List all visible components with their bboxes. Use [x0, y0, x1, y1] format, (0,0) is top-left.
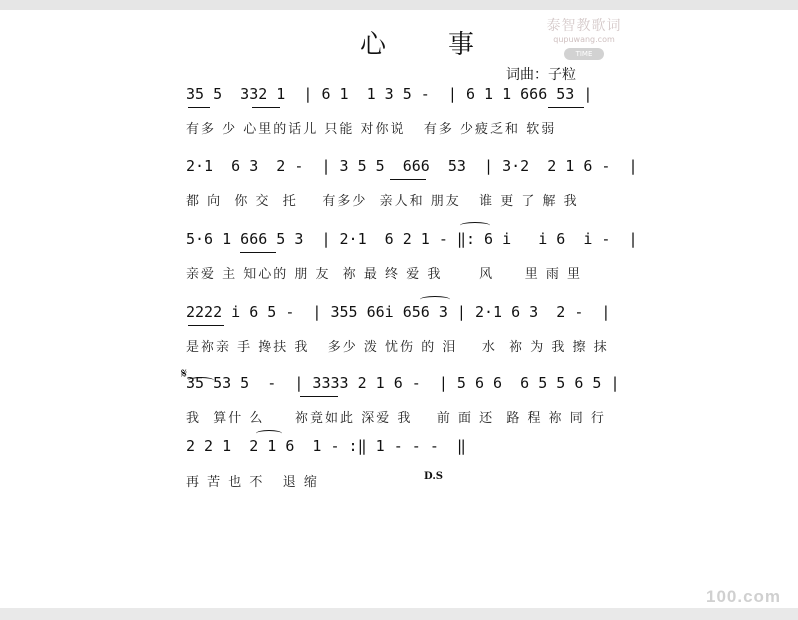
lyrics-line-1: 有多 少 心里的话儿 只能 对你说 有多 少疲乏和 软弱 — [186, 122, 557, 137]
composer-credit: 词曲：子粒 — [506, 67, 576, 83]
lyrics-line-4: 是祢亲 手 搀扶 我 多少 泼 忧伤 的 泪 水 祢 为 我 擦 抹 — [186, 340, 609, 355]
lyrics-line-2: 都 向 你 交 托 有多少 亲人和 朋友 谁 更 了 解 我 — [186, 194, 579, 209]
song-title: 心 事 — [360, 30, 493, 60]
beam-mark — [188, 325, 224, 326]
watermark-logo: TIME — [564, 48, 604, 60]
beam-mark — [548, 107, 584, 108]
beam-mark — [300, 396, 338, 397]
beam-mark — [390, 179, 426, 180]
notation-line-5: 35 53 5 - | 3333 2 1 6 - | 5 6 6 6 5 5 6 5 | — [186, 374, 620, 392]
top-strip — [0, 0, 798, 10]
watermark — [544, 20, 624, 64]
lyrics-line-3: 亲爱 主 知心的 朋 友 祢 最 终 爱 我 风 里 雨 里 — [186, 267, 583, 282]
notation-line-1: 35 5 332 1 | 6 1 1 3 5 - | 6 1 1 666 53 | — [186, 85, 593, 103]
watermark-title: 泰智教歌词 — [546, 18, 622, 34]
slur-mark — [460, 222, 490, 229]
lyrics-line-6: 再 苦 也 不 退 缩 — [186, 475, 319, 490]
segno-sign: 𝄋 — [181, 366, 188, 382]
slur-mark — [420, 296, 450, 303]
notation-line-4: 2222 i 6 5 - | 355 66i 656 3 | 2·1 6 3 2 - | — [186, 303, 611, 321]
notation-line-6: 2 2 1 2 1 6 1 - :‖ 1 - - - ‖ — [186, 437, 466, 455]
lyrics-line-5: 我 算什 么 祢竟如此 深爱 我 前 面 还 路 程 祢 同 行 — [186, 411, 606, 426]
site-brand-logo: 100.com — [706, 587, 782, 606]
notation-line-2: 2·1 6 3 2 - | 3 5 5 666 53 | 3·2 2 1 6 - | — [186, 157, 638, 175]
watermark-url: qupuwang.com — [553, 35, 615, 44]
sheet-music-page — [0, 10, 798, 608]
beam-mark — [188, 107, 210, 108]
slur-mark — [256, 430, 282, 437]
beam-mark — [252, 107, 280, 108]
ds-mark: D.S — [424, 471, 444, 482]
bottom-strip — [0, 608, 798, 620]
notation-line-3: 5·6 1 666 5 3 | 2·1 6 2 1 - ‖: 6 i i 6 i - | — [186, 230, 638, 248]
slur-mark — [188, 377, 214, 384]
beam-mark — [240, 252, 276, 253]
